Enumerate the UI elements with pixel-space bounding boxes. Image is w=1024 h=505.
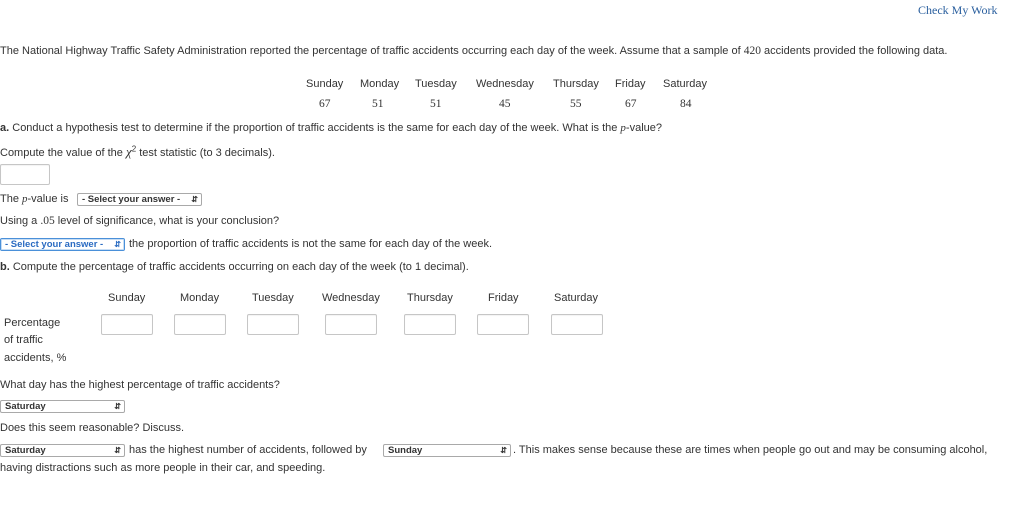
- table-header-wednesday: Wednesday: [476, 78, 534, 90]
- pct-header-tuesday: Tuesday: [252, 292, 294, 304]
- p-variable: p: [620, 122, 626, 134]
- table-count-wednesday: 45: [499, 98, 511, 110]
- pct-header-monday: Monday: [180, 292, 220, 304]
- significance-question: [0, 215, 279, 227]
- table-count-saturday: 84: [680, 98, 692, 110]
- pct-input-thursday[interactable]: [404, 314, 456, 335]
- second-day-select-label: Sunday: [388, 445, 423, 456]
- table-count-tuesday: 51: [430, 98, 442, 110]
- select-arrow-icon: ⇵: [114, 240, 121, 249]
- chi-suffix: test statistic (to 3 decimals).: [136, 147, 275, 159]
- pct-input-friday[interactable]: [477, 314, 529, 335]
- highest-day-select[interactable]: [0, 400, 125, 413]
- row-label-line1: Percentage: [4, 317, 61, 329]
- select-arrow-icon: ⇵: [191, 195, 198, 204]
- pct-input-monday[interactable]: [174, 314, 226, 335]
- sample-size: 420: [743, 45, 761, 57]
- table-count-monday: 51: [372, 98, 384, 110]
- row-label-line2: of traffic: [4, 334, 43, 346]
- p-value-select[interactable]: [77, 193, 202, 206]
- pct-header-sunday: Sunday: [108, 292, 146, 304]
- chi-prefix: Compute the value of the: [0, 147, 126, 159]
- table-header-saturday: Saturday: [663, 78, 708, 90]
- table-header-sunday: Sunday: [306, 78, 344, 90]
- p-value-prompt: [0, 193, 68, 205]
- signif-level: .05: [40, 215, 55, 227]
- conclusion-select-label: - Select your answer -: [5, 239, 104, 250]
- table-count-thursday: 55: [570, 98, 582, 110]
- table-header-friday: Friday: [615, 78, 646, 90]
- p-value-select-label: - Select your answer -: [82, 194, 181, 205]
- pct-input-tuesday[interactable]: [247, 314, 299, 335]
- conclusion-text: the proportion of traffic accidents is not the same for each day of the week.: [129, 238, 492, 250]
- pct-input-saturday[interactable]: [551, 314, 603, 335]
- pct-header-saturday: Saturday: [554, 292, 599, 304]
- table-header-tuesday: Tuesday: [415, 78, 457, 90]
- pct-input-sunday[interactable]: [101, 314, 153, 335]
- table-count-friday: 67: [625, 98, 637, 110]
- table-header-thursday: Thursday: [553, 78, 599, 90]
- chi-square-prompt: [0, 144, 275, 160]
- highest-day-select-label: Saturday: [5, 401, 46, 412]
- pct-input-wednesday[interactable]: [325, 314, 377, 335]
- p-value-is: -value is: [27, 193, 69, 205]
- intro-text: [0, 45, 947, 57]
- table-count-sunday: 67: [319, 98, 331, 110]
- part-b-question: [0, 261, 469, 273]
- part-a-question: [0, 122, 662, 134]
- second-day-select[interactable]: [383, 444, 511, 457]
- most-accidents-select-label: Saturday: [5, 445, 46, 456]
- chi-exponent: 2: [131, 144, 137, 154]
- p-value-suffix: -value?: [625, 122, 662, 134]
- part-a-label: a.: [0, 122, 10, 134]
- chi-square-input[interactable]: [0, 164, 50, 185]
- select-arrow-icon: ⇵: [500, 446, 507, 455]
- highest-day-question: What day has the highest percentage of traffic accidents?: [0, 379, 280, 391]
- pct-header-friday: Friday: [488, 292, 519, 304]
- conclusion-select[interactable]: [0, 238, 125, 251]
- pct-header-wednesday: Wednesday: [322, 292, 380, 304]
- select-arrow-icon: ⇵: [114, 446, 121, 455]
- select-arrow-icon: ⇵: [114, 402, 121, 411]
- signif-suffix: level of significance, what is your conclusion?: [54, 215, 280, 227]
- reasonable-question: Does this seem reasonable? Discuss.: [0, 422, 185, 434]
- most-accidents-select[interactable]: [0, 444, 125, 457]
- explanation-line2: having distractions such as more people in their car, and speeding.: [0, 462, 326, 474]
- check-my-work-link[interactable]: Check My Work: [918, 3, 998, 17]
- part-a-text: Conduct a hypothesis test to determine if the proportion of traffic accidents is the same for each day of the week. What is the: [9, 122, 621, 134]
- part-b-label: b.: [0, 261, 10, 273]
- pct-header-thursday: Thursday: [407, 292, 453, 304]
- signif-prefix: Using a: [0, 215, 41, 227]
- p-value-prefix: The: [0, 193, 23, 205]
- p-variable-2: p: [22, 193, 28, 205]
- part-b-text: Compute the percentage of traffic accidents occurring on each day of the week (to 1 decimal).: [9, 261, 469, 273]
- intro-part2: accidents provided the following data.: [760, 45, 948, 57]
- intro-part1: The National Highway Traffic Safety Administration reported the percentage of traffic accidents occurring each day of the week. Assume that a sample of: [0, 45, 744, 57]
- chi-symbol: χ: [125, 144, 132, 159]
- explanation-line1: . This makes sense because these are times when people go out and may be consuming alcohol,: [513, 444, 988, 456]
- row-label-line3: accidents, %: [4, 352, 67, 364]
- followed-by-text: has the highest number of accidents, followed by: [129, 444, 367, 456]
- table-header-monday: Monday: [360, 78, 400, 90]
